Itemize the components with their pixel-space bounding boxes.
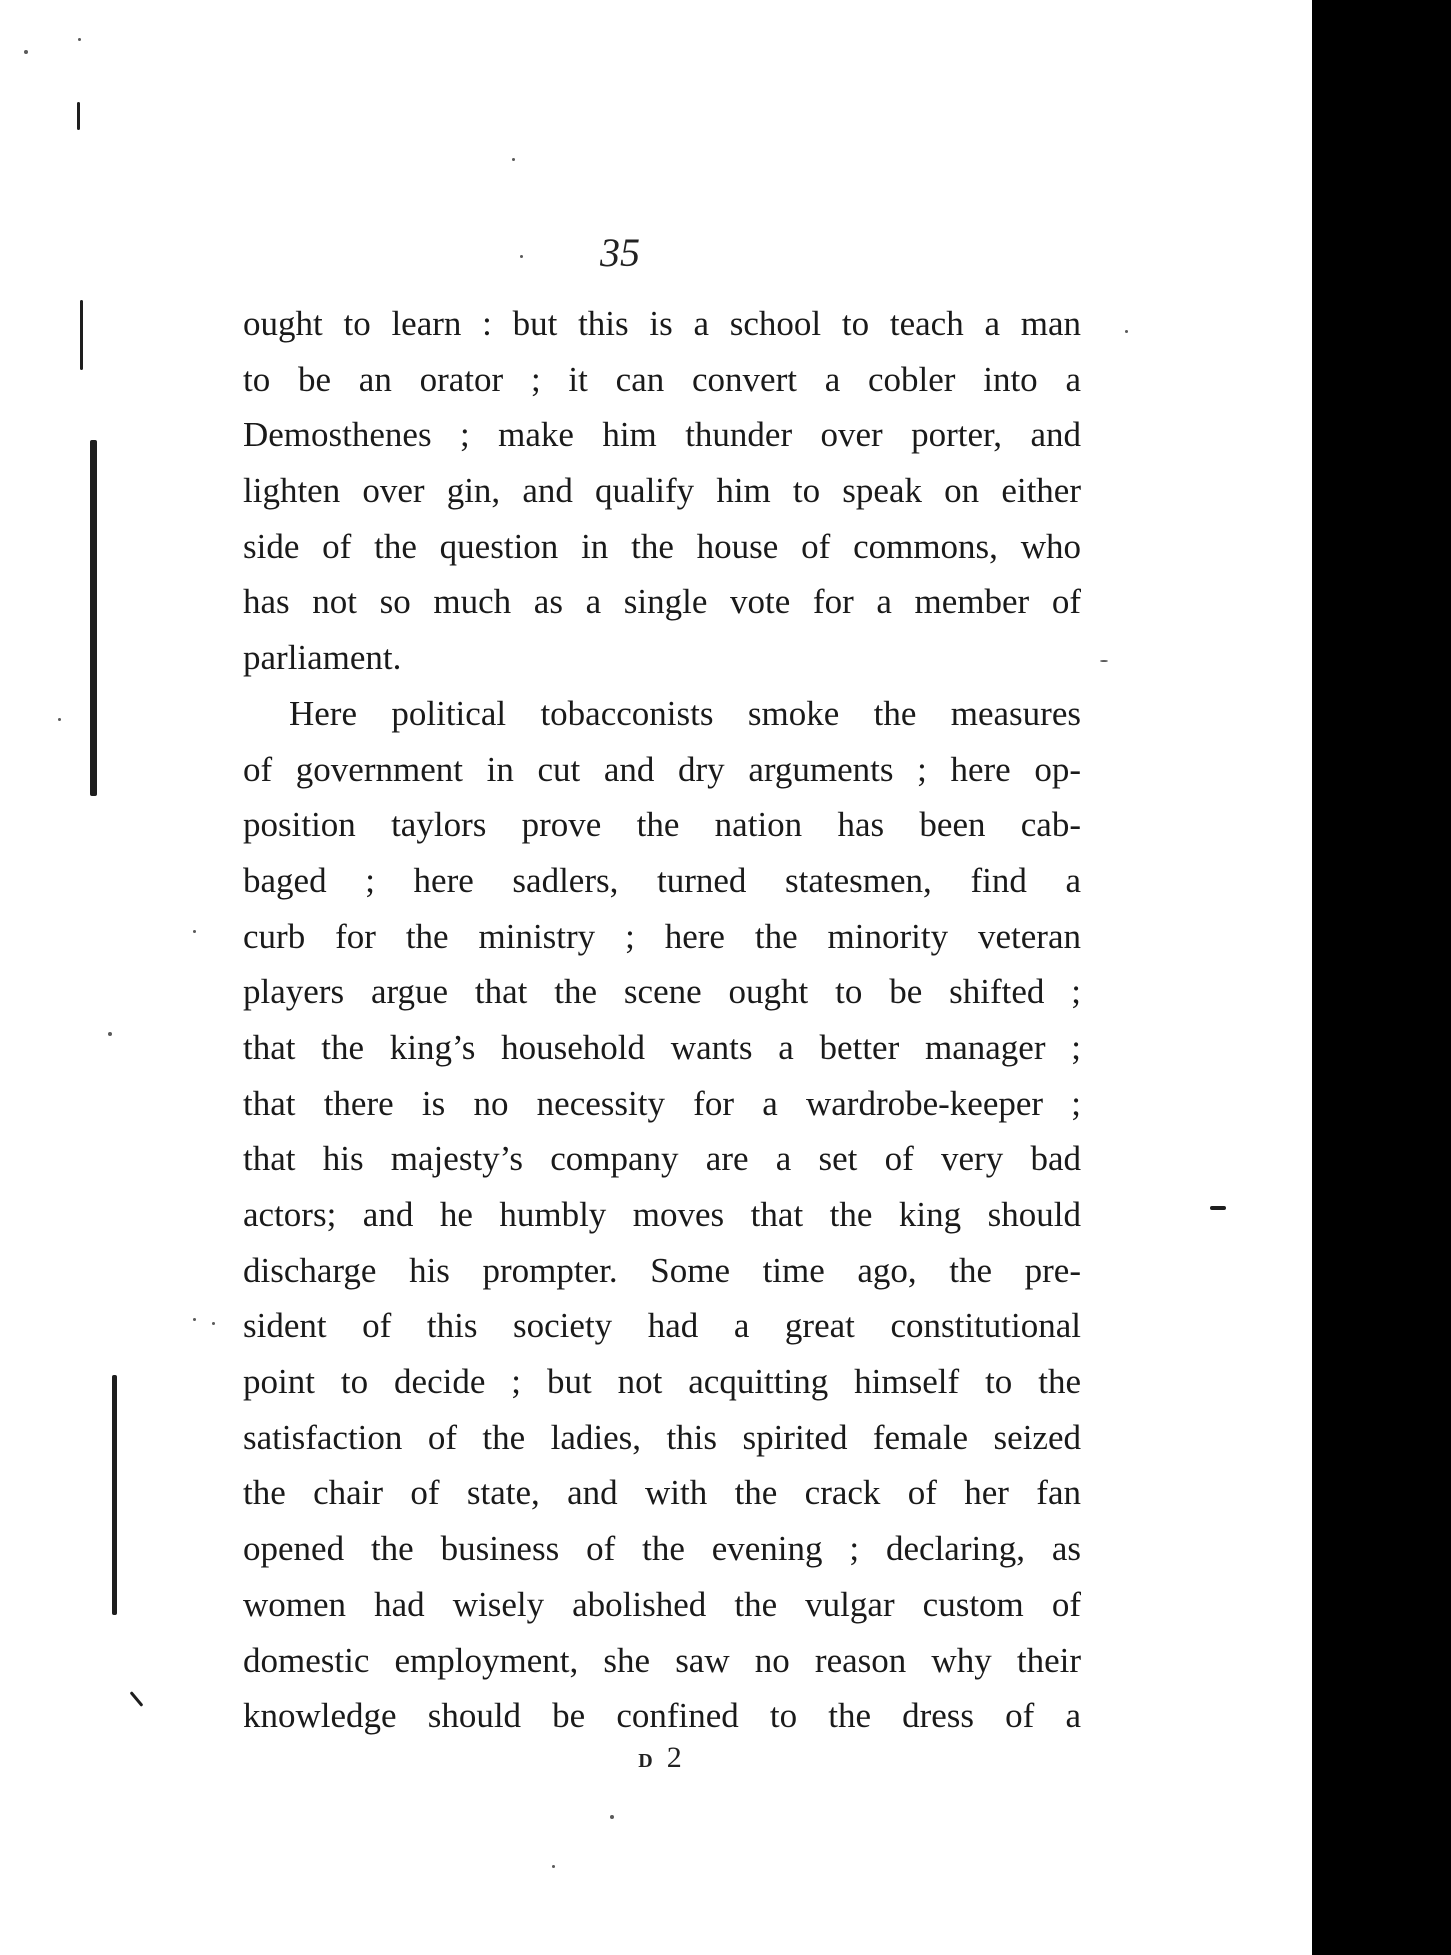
scan-black-edge xyxy=(1312,0,1451,1955)
text-line: players argue that the scene ought to be shifted ; xyxy=(243,972,1081,1012)
scan-speck xyxy=(193,930,196,933)
text-line: baged ; here sadlers, turned statesmen, find a xyxy=(243,860,1081,900)
signature-mark xyxy=(600,1738,720,1781)
text-line: lighten over gin, and qualify him to speak on either xyxy=(243,471,1081,511)
text-line: women had wisely abolished the vulgar custom of xyxy=(243,1584,1081,1624)
scan-speck xyxy=(24,50,28,54)
text-line: actors; and he humbly moves that the king should xyxy=(243,1195,1081,1234)
text-line: ought to learn : but this is a school to teach a man xyxy=(243,304,1081,343)
scan-speck xyxy=(212,1322,215,1325)
scan-speck xyxy=(78,38,81,41)
text-line: that his majesty’s company are a set of very bad xyxy=(243,1139,1081,1179)
signature-letter: D xyxy=(638,1750,653,1772)
text-line: the chair of state, and with the crack of her fan xyxy=(243,1473,1081,1513)
scan-speck xyxy=(1125,330,1128,333)
paragraph xyxy=(243,296,1081,686)
scan-speck xyxy=(610,1815,614,1819)
signature-number: 2 xyxy=(666,1741,682,1774)
scan-mark xyxy=(90,440,97,796)
paragraph xyxy=(243,686,1081,1744)
text-line: has not so much as a single vote for a member of xyxy=(243,582,1081,622)
scan-speck xyxy=(512,158,515,161)
text-line: to be an orator ; it can convert a cobler into a xyxy=(243,359,1081,399)
text-line: curb for the ministry ; here the minority veteran xyxy=(243,916,1081,956)
text-line: parliament. xyxy=(243,638,402,678)
text-line: that the king’s household wants a better manager ; xyxy=(243,1027,1081,1067)
scan-mark xyxy=(77,102,80,130)
text-line: Here political tobacconists smoke the measures xyxy=(289,693,1081,733)
scan-speck xyxy=(108,1032,112,1036)
text-line: Demosthenes ; make him thunder over porter, and xyxy=(243,415,1081,455)
text-line: that there is no necessity for a wardrobe-keeper ; xyxy=(243,1083,1081,1123)
text-line: sident of this society had a great constitutional xyxy=(243,1306,1081,1346)
text-line: side of the question in the house of commons, who xyxy=(243,526,1081,566)
text-line: satisfaction of the ladies, this spirited female seized xyxy=(243,1417,1081,1457)
scan-mark xyxy=(1210,1206,1226,1210)
page-number: 35 xyxy=(600,230,640,275)
scan-speck xyxy=(520,255,523,258)
text-line: position taylors prove the nation has been cab- xyxy=(243,805,1081,845)
scan-speck xyxy=(1100,660,1108,662)
scan-speck xyxy=(58,718,61,721)
scan-speck xyxy=(552,1865,555,1868)
text-line: discharge his prompter. Some time ago, the pre- xyxy=(243,1250,1081,1290)
text-line: of government in cut and dry arguments ; here op- xyxy=(243,749,1081,789)
body-text xyxy=(243,296,1081,1744)
text-line: domestic employment, she saw no reason why their xyxy=(243,1640,1081,1680)
scan-mark xyxy=(130,1691,144,1707)
text-line: knowledge should be confined to the dress of a xyxy=(243,1696,1081,1736)
scan-mark xyxy=(80,300,83,370)
text-line: point to decide ; but not acquitting himself to the xyxy=(243,1362,1081,1402)
scan-speck xyxy=(193,1318,196,1321)
scan-mark xyxy=(112,1375,117,1615)
text-line: opened the business of the evening ; declaring, as xyxy=(243,1529,1081,1569)
